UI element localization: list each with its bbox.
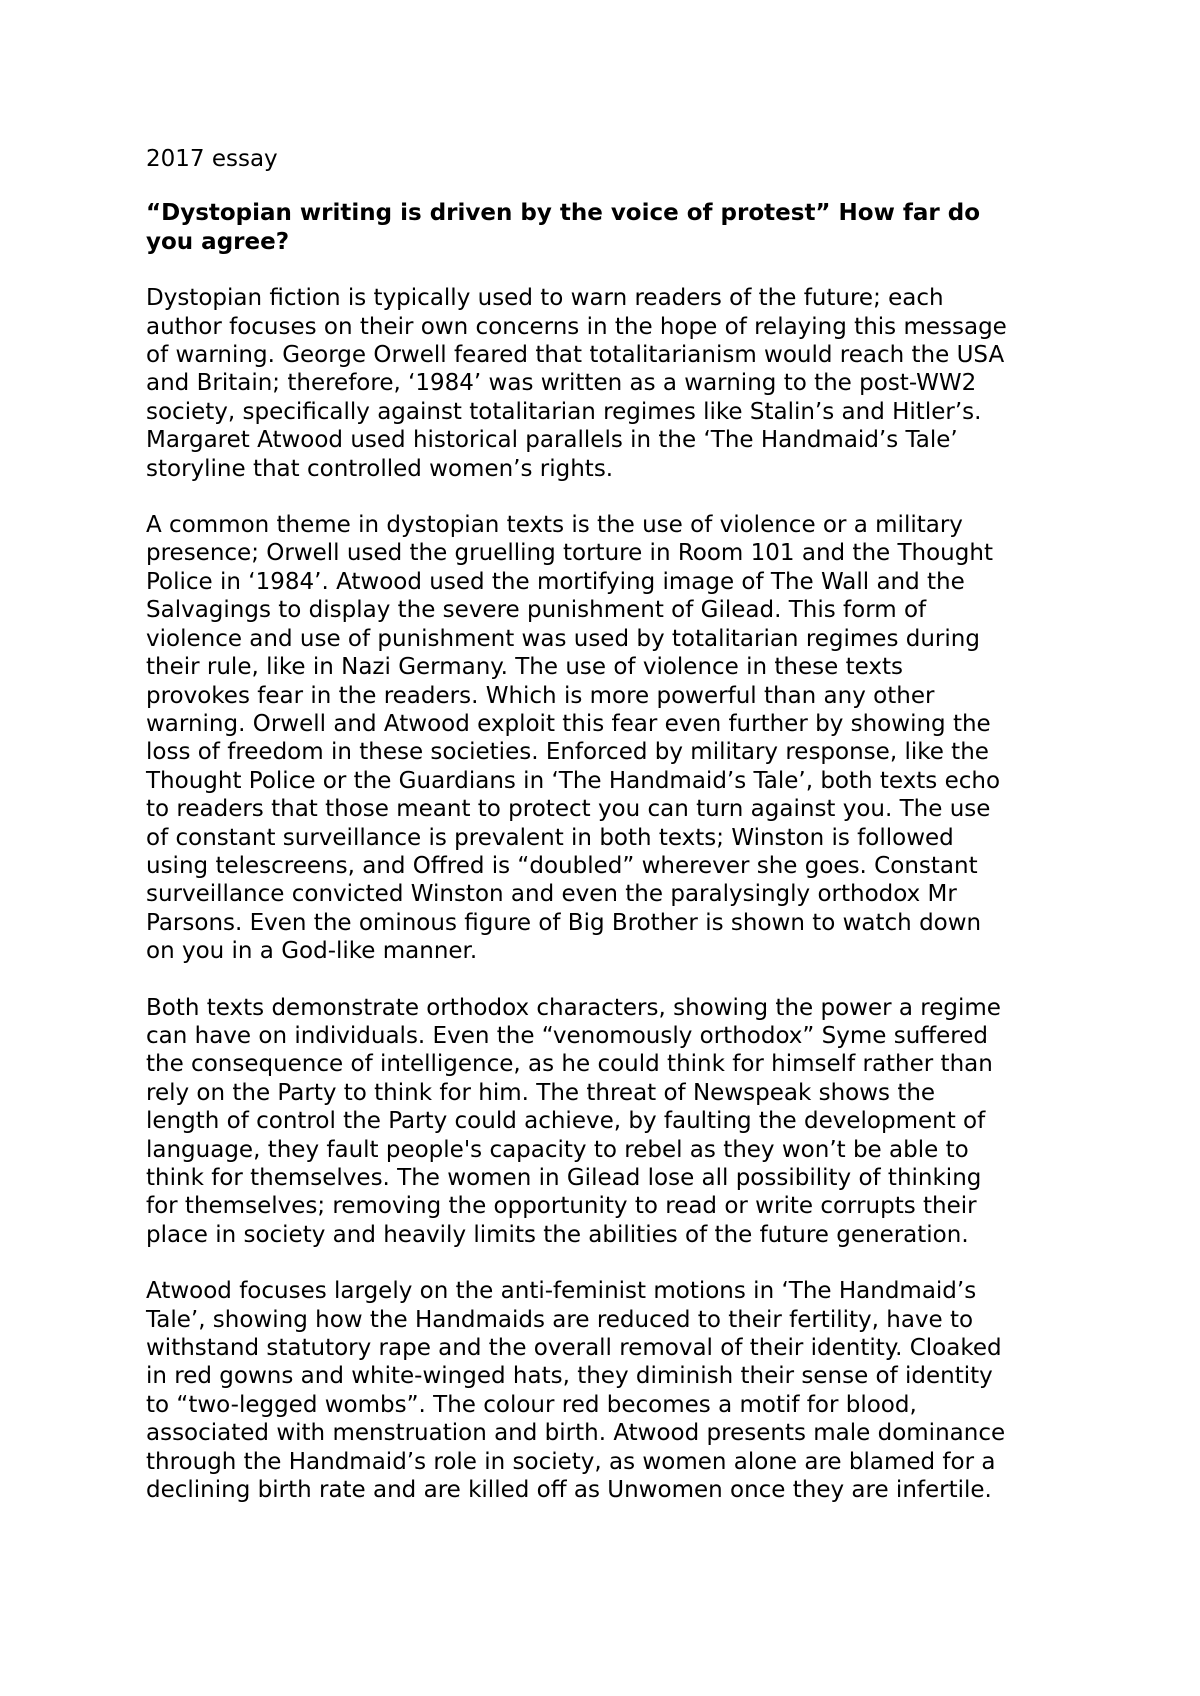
- paragraph-4: [146, 1277, 1072, 1504]
- text-line: of constant surveillance is prevalent in both texts; Winston is followed: [146, 824, 954, 851]
- text-line: of warning. George Orwell feared that totalitarianism would reach the USA: [146, 342, 1005, 369]
- text-line: to “two-legged wombs”. The colour red becomes a motif for blood,: [146, 1391, 917, 1418]
- text-line: to readers that those meant to protect you can turn against you. The use: [146, 796, 991, 823]
- text-line: place in society and heavily limits the abilities of the future generation.: [146, 1221, 969, 1248]
- text-line: author focuses on their own concerns in the hope of relaying this message: [146, 313, 1007, 340]
- text-line: Salvagings to display the severe punishment of Gilead. This form of: [146, 597, 927, 624]
- text-line: warning. Orwell and Atwood exploit this fear even further by showing the: [146, 710, 991, 737]
- text-line: associated with menstruation and birth. Atwood presents male dominance: [146, 1420, 1006, 1447]
- text-line: A common theme in dystopian texts is the use of violence or a military: [146, 512, 963, 539]
- text-line: think for themselves. The women in Gilead lose all possibility of thinking: [146, 1165, 982, 1191]
- text-line: withstand statutory rape and the overall removal of their identity. Cloaked: [146, 1335, 1002, 1362]
- text-line: presence; Orwell used the gruelling torture in Room 101 and the Thought: [146, 540, 993, 567]
- paragraph-3: [146, 994, 1072, 1250]
- text-line: society, specifically against totalitarian regimes like Stalin’s and Hitler’s.: [146, 398, 982, 425]
- text-line: Police in ‘1984’. Atwood used the mortifying image of The Wall and the: [146, 568, 965, 595]
- text-line: Dystopian fiction is typically used to warn readers of the future; each: [146, 285, 944, 312]
- text-line: in red gowns and white-winged hats, they diminish their sense of identity: [146, 1363, 993, 1390]
- text-line: the consequence of intelligence, as he could think for himself rather than: [146, 1051, 993, 1078]
- text-line: Atwood focuses largely on the anti-feminist motions in ‘The Handmaid’s: [146, 1278, 977, 1305]
- essay-heading: 2017 essay: [146, 146, 278, 172]
- text-line: and Britain; therefore, ‘1984’ was written as a warning to the post-WW2: [146, 370, 977, 397]
- text-line: provokes fear in the readers. Which is more powerful than any other: [146, 682, 935, 709]
- text-line: their rule, like in Nazi Germany. The use of violence in these texts: [146, 654, 903, 681]
- text-line: Parsons. Even the ominous figure of Big Brother is shown to watch down: [146, 909, 982, 936]
- text-line: storyline that controlled women’s rights.: [146, 455, 614, 482]
- text-line: Margaret Atwood used historical parallels in the ‘The Handmaid’s Tale’: [146, 427, 958, 454]
- text-line: declining birth rate and are killed off as Unwomen once they are infertile.: [146, 1477, 992, 1504]
- question-line: you agree?: [146, 228, 290, 255]
- text-line: surveillance convicted Winston and even the paralysingly orthodox Mr: [146, 881, 957, 908]
- text-line: for themselves; removing the opportunity to read or write corrupts their: [146, 1193, 977, 1220]
- paragraph-2: [146, 511, 1072, 966]
- text-line: Both texts demonstrate orthodox characters, showing the power a regime: [146, 994, 1001, 1021]
- text-line: length of control the Party could achieve, by faulting the development of: [146, 1108, 986, 1135]
- text-line: can have on individuals. Even the “venomously orthodox” Syme suffered: [146, 1022, 988, 1049]
- text-line: through the Handmaid’s role in society, as women alone are blamed for a: [146, 1448, 996, 1475]
- essay-question: [146, 199, 1072, 256]
- text-line: using telescreens, and Offred is “doubled” wherever she goes. Constant: [146, 852, 978, 879]
- text-line: Tale’, showing how the Handmaids are reduced to their fertility, have to: [146, 1306, 974, 1333]
- question-line: “Dystopian writing is driven by the voice of protest” How far do: [146, 200, 981, 227]
- text-line: language, they fault people's capacity to rebel as they won’t be able to: [146, 1136, 969, 1163]
- text-line: violence and use of punishment was used by totalitarian regimes during: [146, 625, 980, 652]
- text-line: loss of freedom in these societies. Enforced by military response, like the: [146, 739, 989, 766]
- text-line: on you in a God-like manner.: [146, 938, 478, 965]
- text-line: Thought Police or the Guardians in ‘The Handmaid’s Tale’, both texts echo: [146, 767, 1001, 794]
- paragraph-1: [146, 284, 1072, 483]
- text-line: rely on the Party to think for him. The threat of Newspeak shows the: [146, 1079, 936, 1106]
